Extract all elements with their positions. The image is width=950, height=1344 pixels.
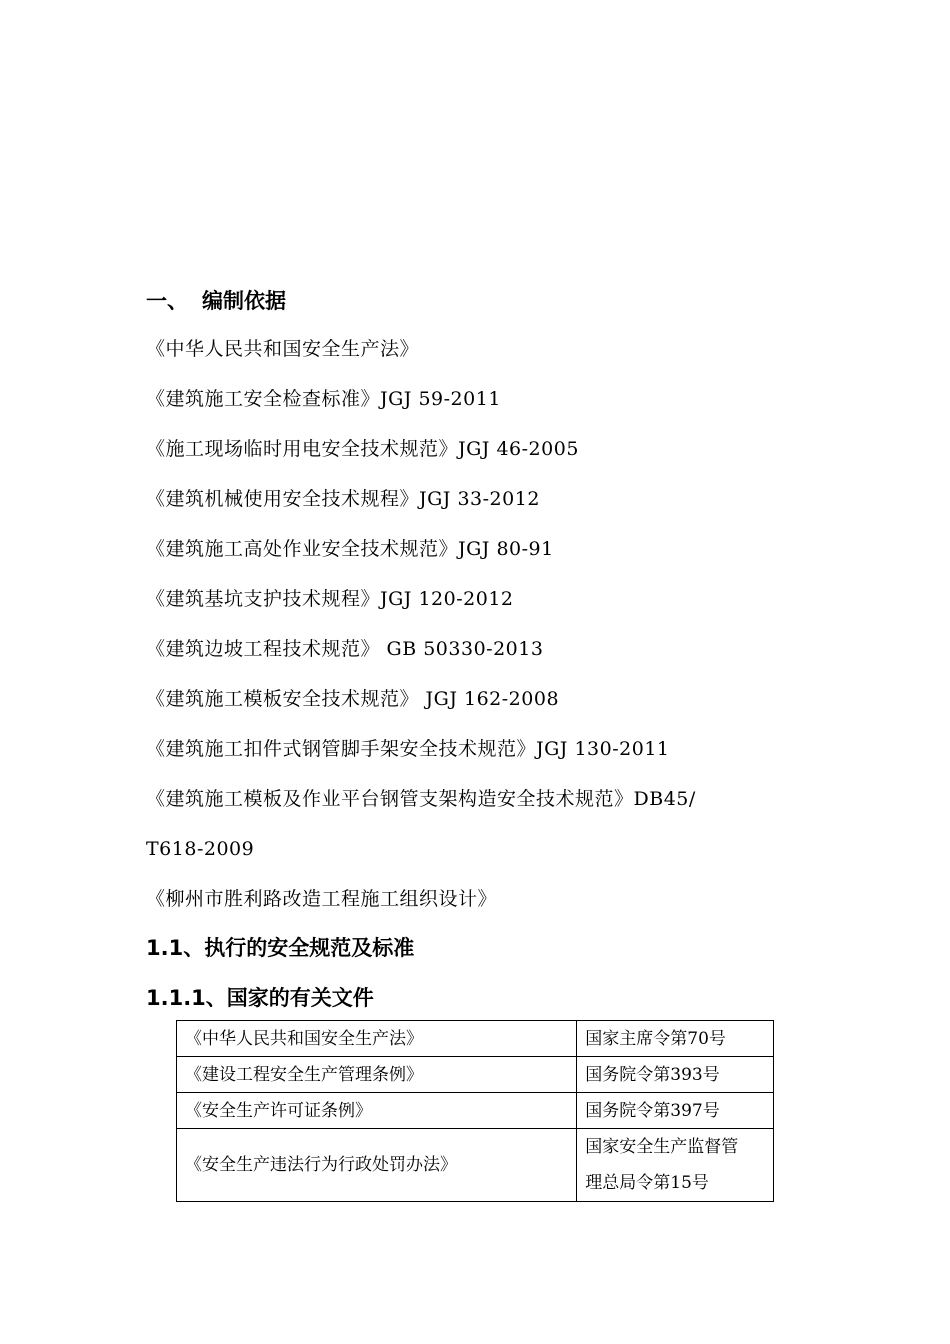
section-number: 一、 [146, 289, 188, 313]
subsection-heading: 1.1、执行的安全规范及标准 [146, 936, 415, 960]
section-title: 编制依据 [202, 289, 286, 313]
basis-list [146, 334, 826, 934]
doc-issuer-cell: 国务院令第393号 [577, 1057, 774, 1093]
basis-item: 《建筑基坑支护技术规程》JGJ 120-2012 [146, 588, 514, 610]
basis-item: 《建筑机械使用安全技术规程》JGJ 33-2012 [146, 488, 540, 510]
basis-item: 《柳州市胜利路改造工程施工组织设计》 [146, 888, 498, 910]
basis-item: 《中华人民共和国安全生产法》 [146, 338, 420, 360]
basis-item: 《建筑施工扣件式钢管脚手架安全技术规范》JGJ 130-2011 [146, 738, 670, 760]
basis-item: 《建筑施工安全检查标准》JGJ 59-2011 [146, 388, 501, 410]
doc-issuer-cell: 国家主席令第70号 [577, 1021, 774, 1057]
issuer-line: 国家安全生产监督管 [585, 1137, 739, 1157]
basis-item: T618-2009 [146, 838, 255, 860]
section-heading [146, 286, 286, 316]
doc-name-cell: 《安全生产许可证条例》 [177, 1093, 577, 1129]
issuer-line: 理总局令第15号 [585, 1173, 709, 1193]
basis-item: 《建筑边坡工程技术规范》 GB 50330-2013 [146, 638, 544, 660]
doc-name-cell: 《建设工程安全生产管理条例》 [177, 1057, 577, 1093]
table-row [177, 1057, 774, 1093]
doc-issuer-cell [577, 1129, 774, 1202]
doc-issuer-cell: 国务院令第397号 [577, 1093, 774, 1129]
subsection-heading: 1.1.1、国家的有关文件 [146, 986, 374, 1010]
basis-item: 《建筑施工模板安全技术规范》 JGJ 162-2008 [146, 688, 560, 710]
basis-item: 《施工现场临时用电安全技术规范》JGJ 46-2005 [146, 438, 579, 460]
doc-name-cell: 《中华人民共和国安全生产法》 [177, 1021, 577, 1057]
doc-name-cell: 《安全生产违法行为行政处罚办法》 [177, 1129, 577, 1202]
table-row [177, 1129, 774, 1202]
table-row [177, 1093, 774, 1129]
national-docs-table [176, 1020, 774, 1202]
table-row [177, 1021, 774, 1057]
basis-item: 《建筑施工高处作业安全技术规范》JGJ 80-91 [146, 538, 554, 560]
basis-item: 《建筑施工模板及作业平台钢管支架构造安全技术规范》DB45/ [146, 788, 696, 810]
